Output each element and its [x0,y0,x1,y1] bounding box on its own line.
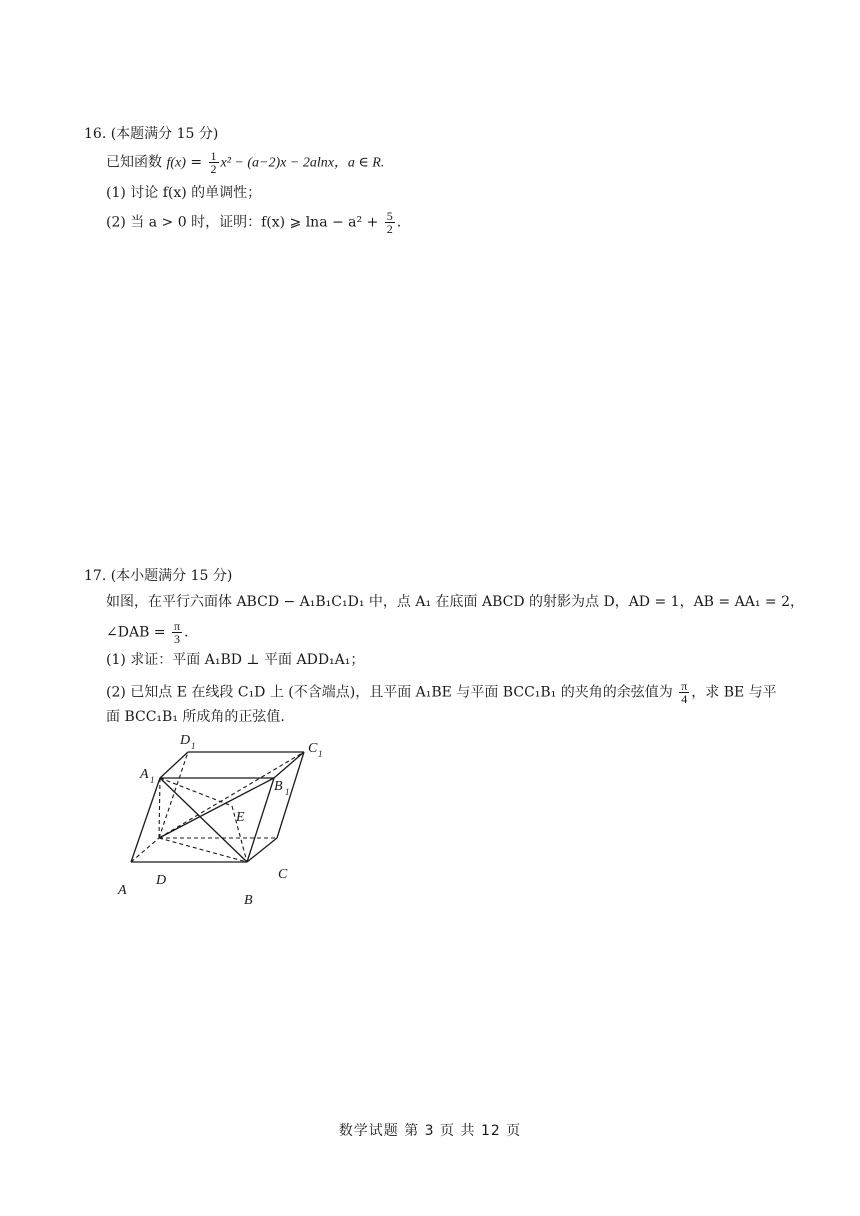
q16-frac-half [209,150,219,175]
parallelepiped-figure [110,728,340,913]
q16-part2-suffix: . [396,214,402,231]
q17-line2-prefix: ∠DAB = [106,624,170,641]
q17-header: 17. (本小题满分 15 分) [84,568,233,584]
label-A1: A [140,767,149,782]
q17-frac-pi3 [172,620,182,645]
q17-line2 [106,620,189,645]
q16-intro-prefix: 已知函数 [106,154,167,171]
q16-intro [106,150,384,175]
label-D: D [156,873,167,888]
label-D1: D [180,733,191,748]
label-C1: C [308,741,318,756]
q16-frac-half-den: 2 [210,162,217,176]
q16-intro-eq: = [185,154,207,171]
label-E: E [236,810,245,825]
q17-frac-pi4-den: 4 [681,692,688,706]
hidden-D-C1 [159,752,304,838]
q17-line2-suffix: . [184,624,189,641]
q17-part2 [106,680,777,705]
q17-frac-pi3-num: π [173,619,181,633]
label-A1-sub: 1 [150,775,155,785]
q16-part2 [106,210,401,235]
q16-header: 16. (本题满分 15 分) [84,126,219,142]
label-A: A [118,883,127,898]
q17-part2-prefix: (2) 已知点 E 在线段 C₁D 上 (不含端点)，且平面 A₁BE 与平面 BCC₁B₁ 的夹角的余弦值为 [106,684,678,701]
q17-part2-line2: 面 BCC₁B₁ 所成角的正弦值. [106,709,285,725]
q17-frac-pi3-den: 3 [174,632,181,646]
hidden-A1-D [159,778,160,838]
q16-frac-52-den: 2 [386,222,393,236]
edge-A1-B [160,778,247,862]
page-footer: 数学试题 第 3 页 共 12 页 [338,1123,522,1139]
q16-frac-half-num: 1 [210,149,217,163]
label-B1: B [274,779,283,794]
label-C: C [278,867,288,882]
q17-frac-pi4 [679,680,689,705]
q16-part2-prefix: (2) 当 a > 0 时，证明：f(x) ⩾ lna − a² + [106,214,383,231]
q17-part1: (1) 求证：平面 A₁BD ⊥ 平面 ADD₁A₁； [106,652,365,668]
q16-intro-rest: x² − (a−2)x − 2alnx，a ∈ R. [220,155,385,171]
label-B1-sub: 1 [285,787,290,797]
q16-frac-52-num: 5 [386,209,393,223]
label-D1-sub: 1 [191,741,196,751]
q16-intro-fx: f(x) [166,155,186,171]
q17-part2-suffix: ，求 BE 与平 [691,684,777,701]
edge-C-C1 [277,752,304,838]
q17-line1: 如图，在平行六面体 ABCD − A₁B₁C₁D₁ 中，点 A₁ 在底面 ABCD 的射影为点 D，AD = 1，AB = AA₁ = 2， [106,594,804,610]
q16-frac-52 [385,210,395,235]
q17-frac-pi4-num: π [681,679,688,693]
edge-A-A1 [131,778,160,862]
edge-D-B1 [159,778,274,838]
q16-part1: (1) 讨论 f(x) 的单调性； [106,185,262,201]
label-B: B [244,893,253,908]
label-C1-sub: 1 [318,749,323,759]
